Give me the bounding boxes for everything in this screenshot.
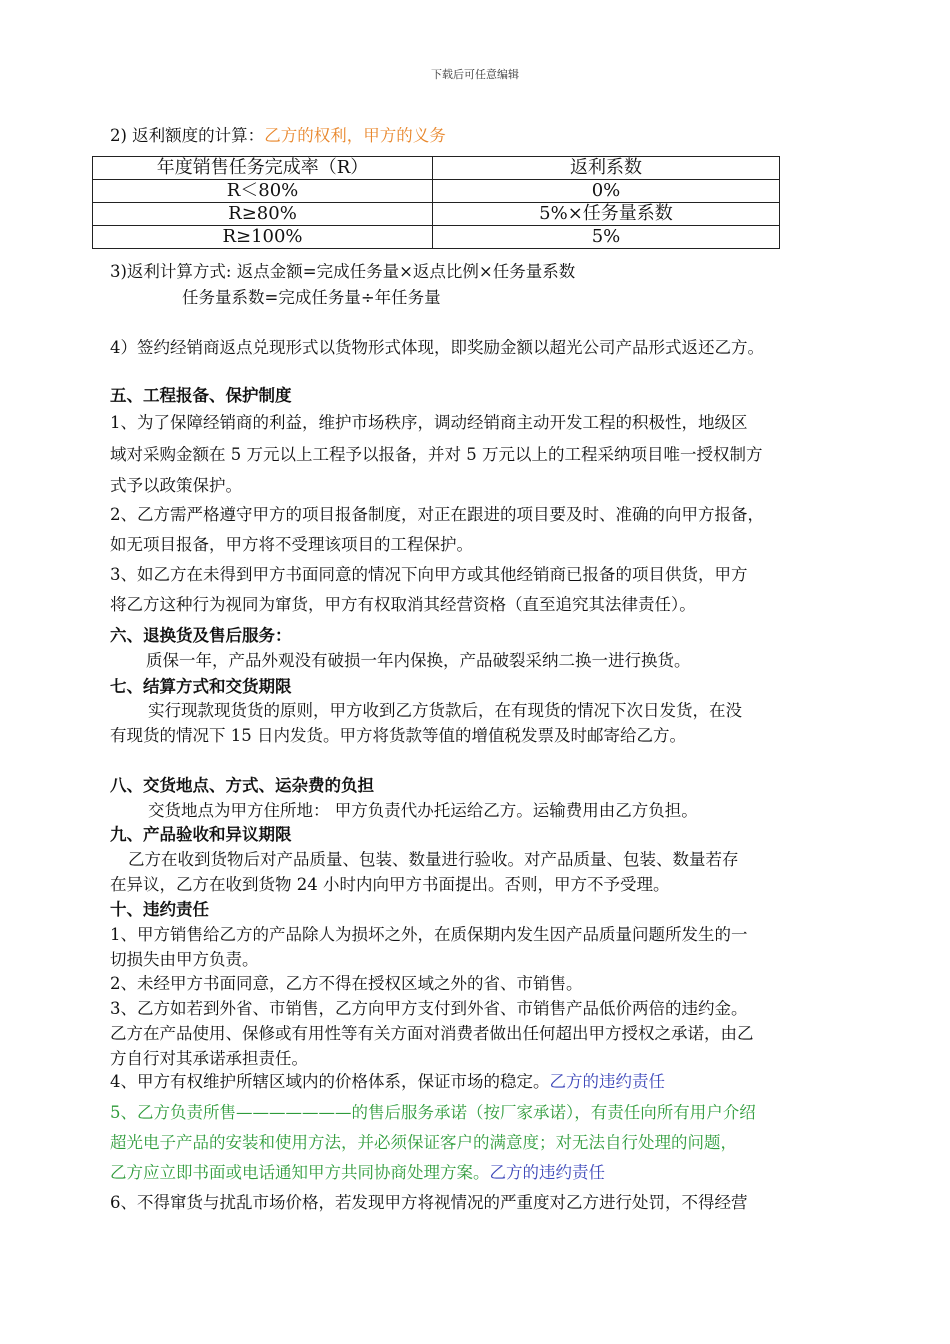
- breach-note: 乙方的违约责任: [489, 1163, 605, 1182]
- table-header-row: [93, 157, 780, 180]
- paragraph-line: 实行现款现货货的原则，甲方收到乙方货款后，在有现货的情况下次日发货，在没: [148, 701, 742, 720]
- section-title-6: 六、退换货及售后服务：: [110, 626, 292, 645]
- paragraph-line: 有现货的情况下 15 日内发货。甲方将货款等值的增值税发票及时邮寄给乙方。: [110, 726, 686, 745]
- paragraph-line: 在异议，乙方在收到货物 24 小时内向甲方书面提出。否则，甲方不予受理。: [110, 875, 670, 894]
- section-title-10: 十、违约责任: [110, 900, 209, 919]
- paragraph-line: 3、乙方如若到外省、市销售，乙方向甲方支付到外省、市销售产品低价两倍的违约金。: [110, 999, 748, 1018]
- paragraph-line: 2、未经甲方书面同意，乙方不得在授权区域之外的省、市销售。: [110, 974, 583, 993]
- paragraph-line: 将乙方这种行为视同为窜货，甲方有权取消其经营资格（直至追究其法律责任）。: [110, 595, 696, 614]
- paragraph-line: 超光电子产品的安装和使用方法，并必须保证客户的满意度；对无法自行处理的问题，: [110, 1133, 737, 1152]
- table-cell: 5%×任务量系数: [433, 203, 780, 226]
- paragraph-line: 方自行对其承诺承担责任。: [110, 1049, 308, 1068]
- section-title-5: 五、工程报备、保护制度: [110, 386, 292, 405]
- paragraph-line: 乙方在产品使用、保修或有用性等有关方面对消费者做出任何超出甲方授权之承诺，由乙: [110, 1024, 754, 1043]
- paragraph-line: 2、乙方需严格遵守甲方的项目报备制度，对正在跟进的项目要及时、准确的向甲方报备，: [110, 505, 764, 524]
- paragraph-line: 3、如乙方在未得到甲方书面同意的情况下向甲方或其他经销商已报备的项目供货，甲方: [110, 565, 748, 584]
- paragraph-text: 4、甲方有权维护所辖区域内的价格体系，保证市场的稳定。: [110, 1072, 550, 1091]
- page-header: 下载后可任意编辑: [431, 68, 519, 81]
- section-title-7: 七、结算方式和交货期限: [110, 677, 292, 696]
- table-cell: R≥80%: [93, 203, 433, 226]
- rebate-method-line: 3)返利计算方式: 返点金额=完成任务量×返点比例×任务量系数: [110, 262, 576, 281]
- rebate-table: [92, 156, 780, 249]
- paragraph-line: 如无项目报备，甲方将不受理该项目的工程保护。: [110, 535, 473, 554]
- table-row: [93, 203, 780, 226]
- table-row: [93, 180, 780, 203]
- rebate-form-line: 4）签约经销商返点兑现形式以货物形式体现，即奖励金额以超光公司产品形式返还乙方。: [110, 338, 764, 357]
- section-title-8: 八、交货地点、方式、运杂费的负担: [110, 776, 374, 795]
- paragraph-line: 切损失由甲方负责。: [110, 950, 259, 969]
- table-header-cell: 返利系数: [433, 157, 780, 180]
- breach-note: 乙方的违约责任: [549, 1072, 665, 1091]
- paragraph-line: 式予以政策保护。: [110, 476, 242, 495]
- table-header-cell: 年度销售任务完成率（R）: [93, 157, 433, 180]
- paragraph-line: 5、乙方负责所售———————的售后服务承诺（按厂家承诺），有责任向所有用户介绍: [110, 1103, 756, 1122]
- rebate-calc-prefix: 2) 返利额度的计算：: [110, 126, 265, 145]
- paragraph-line: 6、不得窜货与扰乱市场价格，若发现甲方将视情况的严重度对乙方进行处罚，不得经营: [110, 1193, 748, 1212]
- paragraph-line: 域对采购金额在 5 万元以上工程予以报备，并对 5 万元以上的工程采纳项目唯一授权制方: [110, 445, 763, 464]
- paragraph-text: 乙方应立即书面或电话通知甲方共同协商处理方案。: [110, 1163, 490, 1182]
- table-cell: R＜80%: [93, 180, 433, 203]
- table-cell: 0%: [433, 180, 780, 203]
- paragraph-line: 1、甲方销售给乙方的产品除人为损坏之外，在质保期内发生因产品质量问题所发生的一: [110, 925, 748, 944]
- table-row: [93, 226, 780, 249]
- paragraph-line: 1、为了保障经销商的利益，维护市场秩序，调动经销商主动开发工程的积极性，地级区: [110, 413, 748, 432]
- paragraph-line: 交货地点为甲方住所地： 甲方负责代办托运给乙方。运输费用由乙方负担。: [148, 801, 698, 820]
- paragraph-line: 质保一年，产品外观没有破损一年内保换，产品破裂采纳二换一进行换货。: [146, 651, 691, 670]
- paragraph-line: 乙方在收到货物后对产品质量、包装、数量进行验收。对产品质量、包装、数量若存: [128, 850, 739, 869]
- table-cell: 5%: [433, 226, 780, 249]
- section-title-9: 九、产品验收和异议期限: [110, 825, 292, 844]
- table-cell: R≥100%: [93, 226, 433, 249]
- paragraph-line: [110, 1163, 605, 1183]
- paragraph-line: [110, 1072, 665, 1092]
- task-coefficient-line: 任务量系数=完成任务量÷年任务量: [182, 288, 441, 307]
- rebate-calc-note: 乙方的权利，甲方的义务: [264, 126, 446, 145]
- rebate-calc-line: [110, 126, 446, 146]
